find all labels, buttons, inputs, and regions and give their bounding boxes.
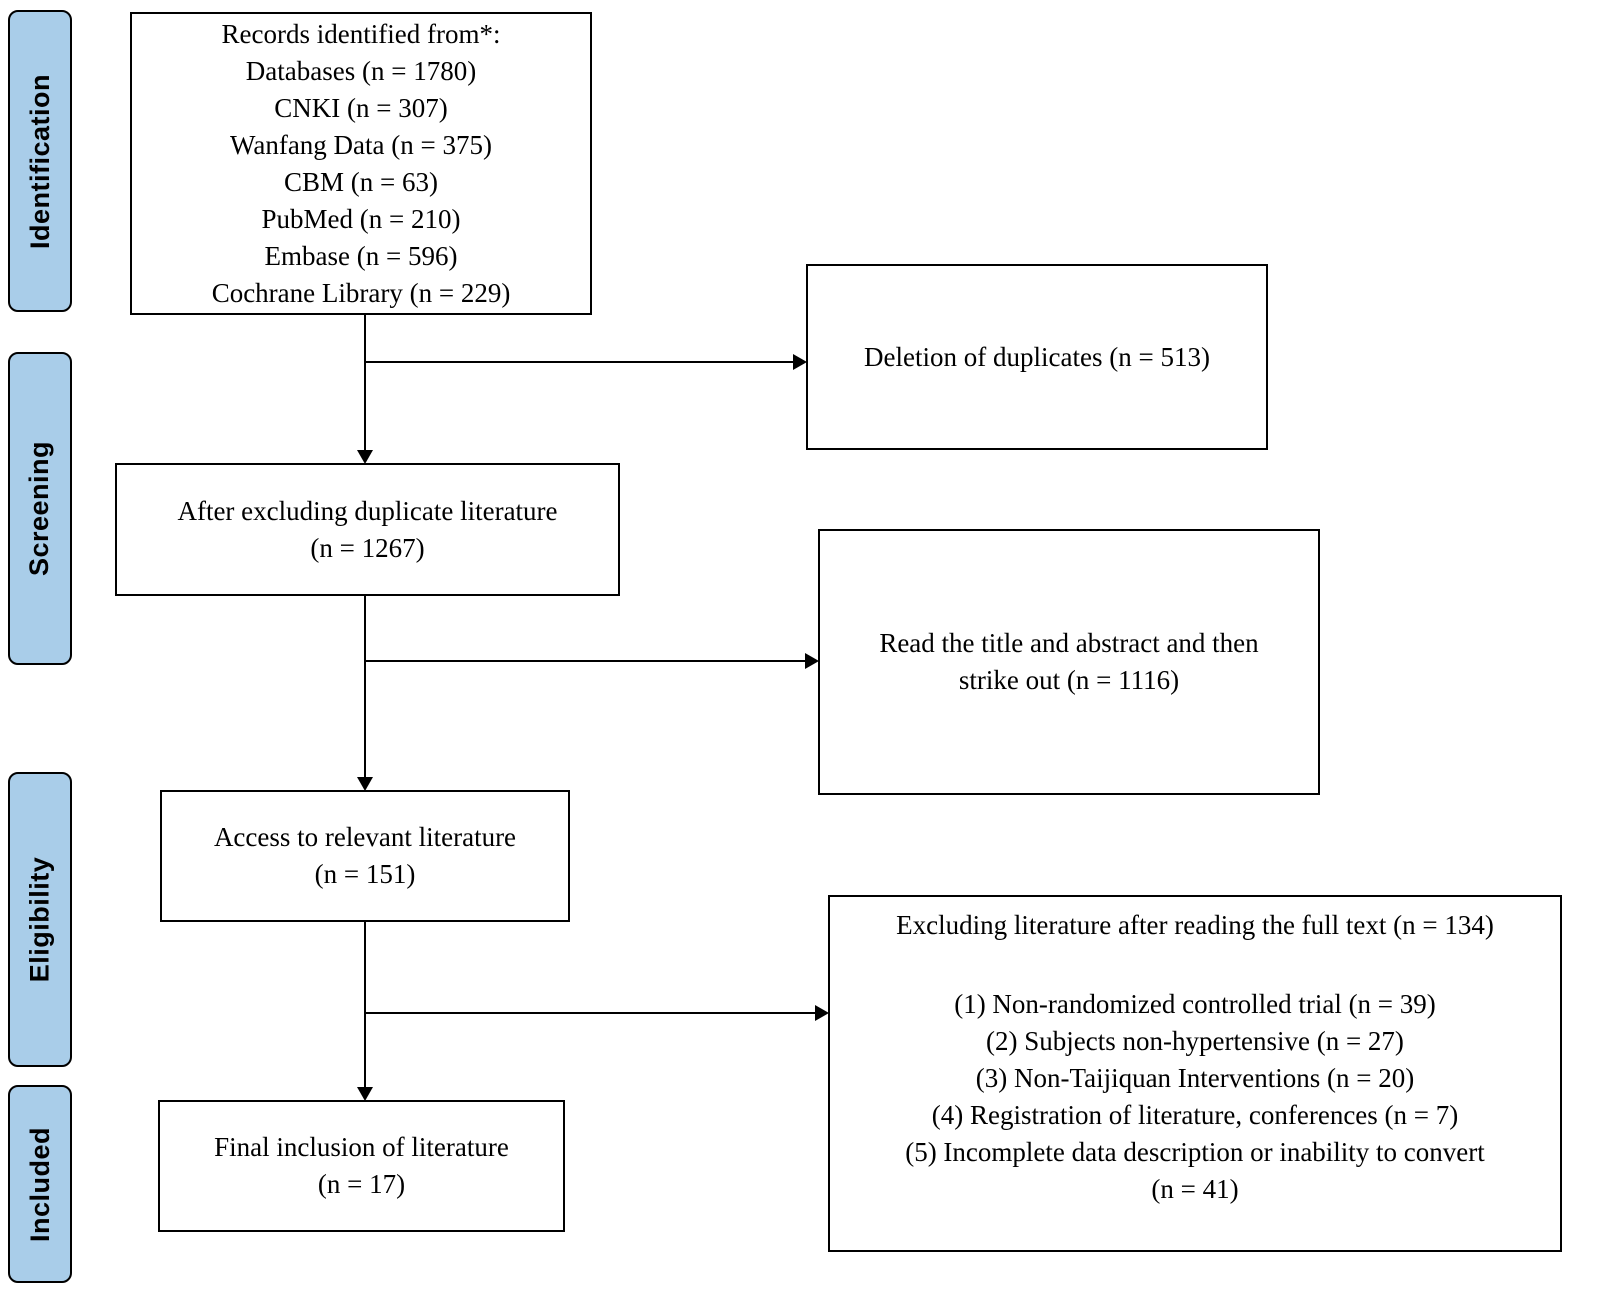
full-text-title: Excluding literature after reading the full text (n = 134) — [896, 910, 1494, 940]
box-full-text-exclusions — [828, 895, 1562, 1252]
phase-label-included — [8, 1085, 72, 1283]
final-line-0: Final inclusion of literature — [214, 1132, 509, 1162]
duplicates-text: Deletion of duplicates (n = 513) — [864, 341, 1210, 372]
full-text-reason-1: (2) Subjects non-hypertensive (n = 27) — [986, 1026, 1404, 1056]
full-text-reason-2: (3) Non-Taijiquan Interventions (n = 20) — [975, 1063, 1415, 1093]
records-line-2: CNKI (n = 307) — [274, 92, 448, 123]
relevant-line-1: (n = 151) — [314, 859, 416, 889]
connector-to-full-text-exclusions-arrowhead-icon — [815, 1005, 829, 1021]
records-line-3: Wanfang Data (n = 375) — [230, 129, 492, 160]
phase-label-screening-text: Screening — [24, 440, 55, 577]
records-line-4: CBM (n = 63) — [284, 166, 438, 197]
connector-eligibility-to-included-line — [364, 922, 366, 1087]
box-relevant-literature — [160, 790, 570, 922]
phase-label-included-text: Included — [24, 1126, 55, 1242]
records-line-1: Databases (n = 1780) — [245, 55, 477, 86]
connector-eligibility-to-included-arrowhead-icon — [357, 1087, 373, 1101]
box-deletion-of-duplicates — [806, 264, 1268, 450]
phase-label-identification — [8, 10, 72, 312]
connector-records-to-screening-arrowhead-icon — [357, 450, 373, 464]
phase-label-eligibility — [8, 772, 72, 1067]
phase-label-screening — [8, 352, 72, 665]
full-text-reason-0: (1) Non-randomized controlled trial (n = 39) — [954, 989, 1436, 1019]
phase-label-identification-text: Identification — [24, 73, 55, 249]
relevant-line-0: Access to relevant literature — [213, 822, 517, 852]
records-line-6: Embase (n = 596) — [264, 240, 458, 271]
connector-screening-to-eligibility-line — [364, 596, 366, 777]
final-line-1: (n = 17) — [317, 1169, 406, 1199]
records-line-5: PubMed (n = 210) — [261, 203, 461, 234]
connector-to-duplicates-line — [365, 361, 793, 363]
connector-screening-to-eligibility-arrowhead-icon — [357, 777, 373, 791]
title-abstract-line-0: Read the title and abstract and then — [879, 628, 1259, 658]
records-line-7: Cochrane Library (n = 229) — [211, 277, 511, 308]
after-excluding-line-1: (n = 1267) — [310, 532, 425, 563]
connector-to-title-abstract-arrowhead-icon — [805, 653, 819, 669]
connector-to-title-abstract-line — [365, 660, 805, 662]
records-line-0: Records identified from*: — [221, 18, 501, 49]
full-text-reasons — [905, 986, 1485, 1208]
title-abstract-line-1: strike out (n = 1116) — [958, 665, 1180, 695]
box-after-excluding-duplicates — [115, 463, 620, 596]
connector-to-duplicates-arrowhead-icon — [793, 354, 807, 370]
phase-label-eligibility-text: Eligibility — [24, 856, 55, 983]
full-text-reason-4: (5) Incomplete data description or inability to convert — [905, 1137, 1485, 1167]
full-text-reason-3: (4) Registration of literature, conferences (n = 7) — [931, 1100, 1459, 1130]
full-text-reason-5: (n = 41) — [1151, 1174, 1239, 1204]
box-records-identified — [130, 12, 592, 315]
box-final-inclusion — [158, 1100, 565, 1232]
after-excluding-line-0: After excluding duplicate literature — [177, 495, 558, 526]
box-title-abstract-strike-out — [818, 529, 1320, 795]
connector-to-full-text-exclusions-line — [365, 1012, 815, 1014]
connector-records-to-screening-line — [364, 315, 366, 450]
